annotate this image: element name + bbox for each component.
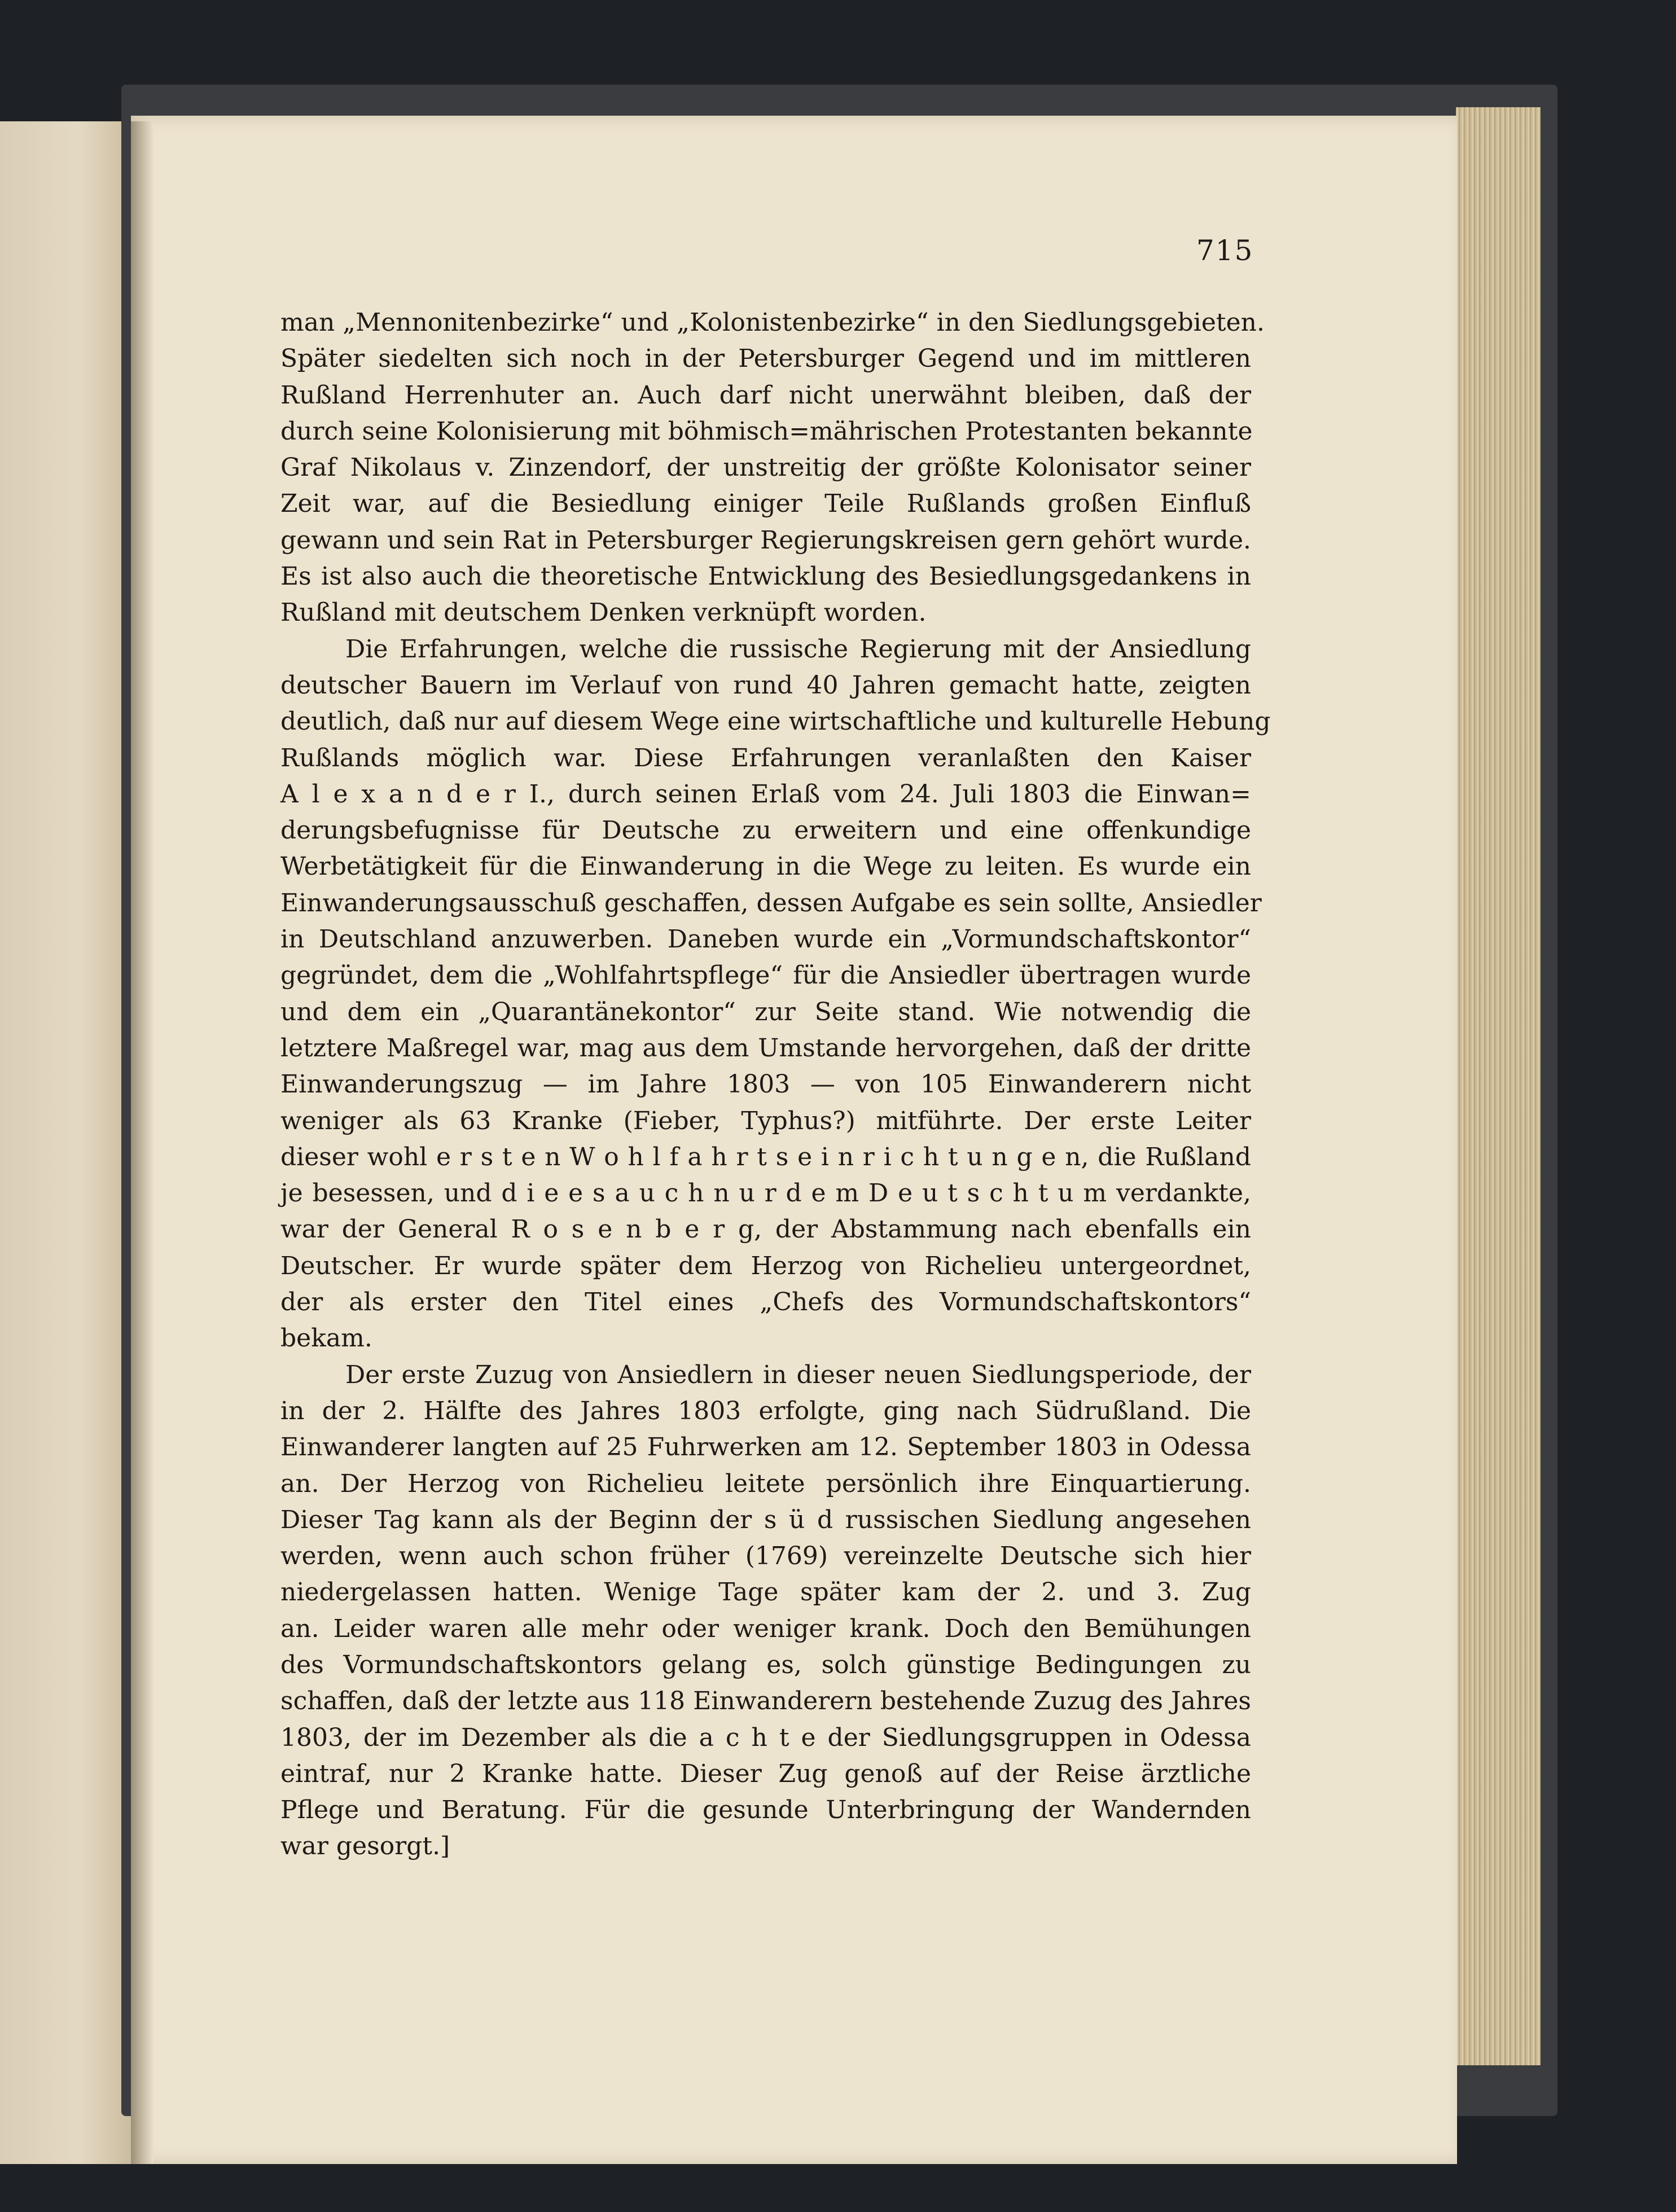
text-line: dieser wohl e r s t e n W o h l f a h r t s e i n r i c h t u n g e n, die Rußland xyxy=(280,1142,1251,1171)
text-line: gewann und sein Rat in Petersburger Regierungskreisen gern gehört wurde. xyxy=(280,525,1251,555)
text-line: der als erster den Titel eines „Chefs des Vormundschaftskontors“ xyxy=(280,1288,1251,1317)
text-line: in Deutschland anzuwerben. Daneben wurde ein „Vormundschaftskontor“ xyxy=(280,925,1251,954)
text-line: des Vormundschaftskontors gelang es, solch günstige Bedingungen zu xyxy=(280,1650,1251,1679)
text-line: Der erste Zuzug von Ansiedlern in dieser neuen Siedlungsperiode, der xyxy=(345,1360,1251,1389)
text-line: Später siedelten sich noch in der Petersburger Gegend und im mittleren xyxy=(280,344,1251,374)
text-line: schaffen, daß der letzte aus 118 Einwanderern bestehende Zuzug des Jahres xyxy=(280,1687,1251,1716)
left-facing-page xyxy=(0,121,131,2164)
text-line: Einwanderungszug — im Jahre 1803 — von 105 Einwanderern nicht xyxy=(280,1070,1251,1099)
text-line: gegründet, dem die „Wohlfahrtspflege“ für die Ansiedler übertragen wurde xyxy=(280,961,1251,990)
text-line: Werbetätigkeit für die Einwanderung in die Wege zu leiten. Es wurde ein xyxy=(280,852,1251,881)
text-line: niedergelassen hatten. Wenige Tage später kam der 2. und 3. Zug xyxy=(280,1578,1251,1607)
text-line: an. Der Herzog von Richelieu leitete persönlich ihre Einquartierung. xyxy=(280,1469,1251,1498)
text-line: an. Leider waren alle mehr oder weniger krank. Doch den Bemühungen xyxy=(280,1614,1251,1643)
text-line: deutlich, daß nur auf diesem Wege eine wirtschaftliche und kulturelle Hebung xyxy=(280,707,1271,736)
page-edges xyxy=(1456,107,1541,2065)
text-line: Rußland Herrenhuter an. Auch darf nicht unerwähnt bleiben, daß der xyxy=(280,380,1251,410)
text-line: Graf Nikolaus v. Zinzendorf, der unstreitig der größte Kolonisator seiner xyxy=(280,453,1251,482)
text-line: Die Erfahrungen, welche die russische Regierung mit der Ansiedlung xyxy=(345,634,1251,664)
text-line: derungsbefugnisse für Deutsche zu erweitern und eine offenkundige xyxy=(280,816,1251,845)
text-line: Einwanderungsausschuß geschaffen, dessen Aufgabe es sein sollte, Ansiedler xyxy=(280,888,1262,918)
text-body xyxy=(280,305,1271,1865)
text-line: Einwanderer langten auf 25 Fuhrwerken am 12. September 1803 in Odessa xyxy=(280,1433,1251,1462)
text-line: deutscher Bauern im Verlauf von rund 40 Jahren gemacht hatte, zeigten xyxy=(280,670,1251,700)
text-line: Pflege und Beratung. Für die gesunde Unterbringung der Wandernden xyxy=(280,1796,1251,1825)
text-line: Rußlands möglich war. Diese Erfahrungen veranlaßten den Kaiser xyxy=(280,743,1251,773)
text-line: war gesorgt.] xyxy=(280,1832,450,1861)
text-line: 1803, der im Dezember als die a c h t e der Siedlungsgruppen in Odessa xyxy=(280,1723,1251,1752)
text-line: Zeit war, auf die Besiedlung einiger Teile Rußlands großen Einfluß xyxy=(280,489,1251,519)
text-line: bekam. xyxy=(280,1324,372,1353)
text-line: durch seine Kolonisierung mit böhmisch=mährischen Protestanten bekannte xyxy=(280,416,1253,446)
text-line: Deutscher. Er wurde später dem Herzog von Richelieu untergeordnet, xyxy=(280,1251,1251,1280)
text-line: Rußland mit deutschem Denken verknüpft worden. xyxy=(280,598,927,627)
text-line: je besessen, und d i e e s a u c h n u r d e m D e u t s c h t u m verdankte, xyxy=(280,1179,1251,1208)
spine-shadow xyxy=(131,121,153,2164)
text-line: A l e x a n d e r I., durch seinen Erlaß vom 24. Juli 1803 die Einwan= xyxy=(280,779,1251,809)
text-line: war der General R o s e n b e r g, der Abstammung nach ebenfalls ein xyxy=(280,1215,1251,1244)
text-line: werden, wenn auch schon früher (1769) vereinzelte Deutsche sich hier xyxy=(280,1542,1251,1571)
text-line: Dieser Tag kann als der Beginn der s ü d russischen Siedlung angesehen xyxy=(280,1505,1251,1534)
text-line: in der 2. Hälfte des Jahres 1803 erfolgte, ging nach Südrußland. Die xyxy=(280,1396,1251,1425)
text-line: man „Mennonitenbezirke“ und „Kolonistenbezirke“ in den Siedlungsgebieten. xyxy=(280,308,1265,337)
text-line: eintraf, nur 2 Kranke hatte. Dieser Zug genoß auf der Reise ärztliche xyxy=(280,1759,1251,1788)
text-line: weniger als 63 Kranke (Fieber, Typhus?) mitführte. Der erste Leiter xyxy=(280,1106,1251,1135)
page-number: 715 xyxy=(1196,234,1254,267)
text-line: und dem ein „Quarantänekontor“ zur Seite stand. Wie notwendig die xyxy=(280,997,1251,1026)
text-line: Es ist also auch die theoretische Entwicklung des Besiedlungsgedankens in xyxy=(280,562,1251,591)
text-line: letztere Maßregel war, mag aus dem Umstande hervorgehen, daß der dritte xyxy=(280,1033,1251,1063)
